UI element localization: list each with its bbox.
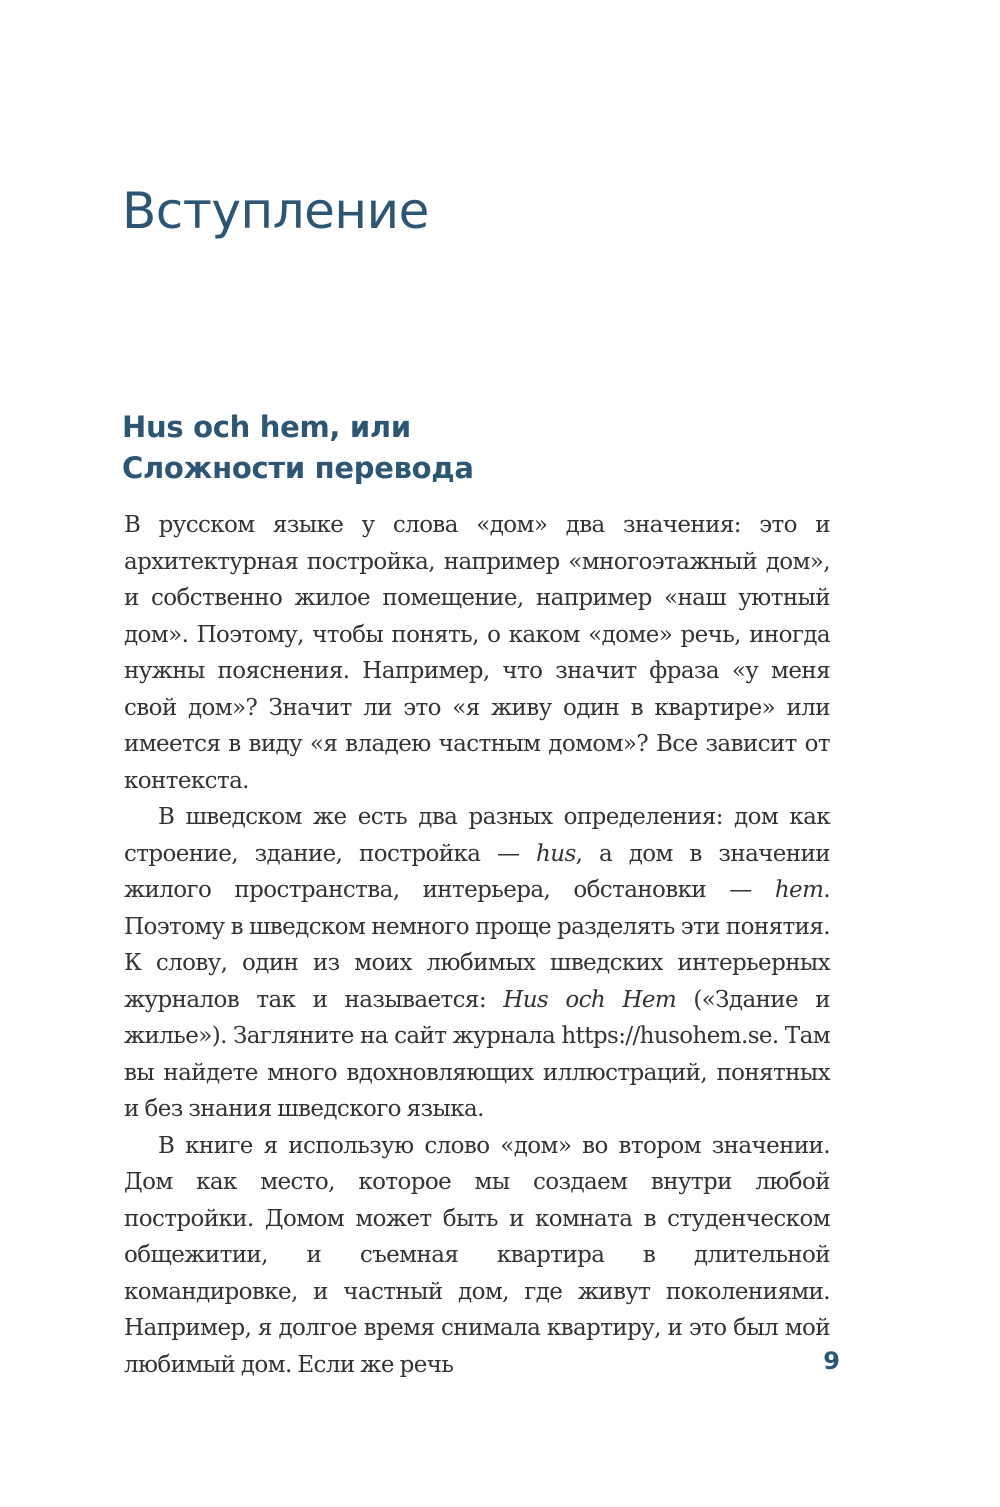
section-heading-line-1: Hus och hem, или <box>122 410 411 444</box>
body-text <box>124 507 830 1383</box>
section-heading <box>122 407 474 489</box>
paragraph-2-text-2: , а дом в значении жилого пространства, интерьера, обстановки — <box>124 840 830 903</box>
page-number: 9 <box>823 1347 840 1375</box>
paragraph-1: В русском языке у слова «дом» два значения: это и архитектурная постройка, например «многоэтажный дом», и собственно жилое помещение, например «наш уютный дом». Поэтому, чтобы понять, о каком «доме» речь, иногда нужны пояснения. Например, что значит фраза «у меня свой дом»? Значит ли это «я живу один в квартире» или имеется в виду «я владею частным домом»? Все зависит от контекста. <box>124 512 830 794</box>
paragraph-2-text-1: В шведском же есть два разных определения: дом как строение, здание, постройка — <box>124 804 830 867</box>
paragraph-2-italic-magazine: Hus och Hem <box>503 986 677 1013</box>
paragraph-2-italic-hem: hem <box>774 877 824 903</box>
paragraph-2-text-3: . Поэтому в шведском немного проще разделять эти понятия. К слову, один из моих любимых шведских интерьерных журналов так и называется: <box>124 877 830 1013</box>
section-heading-line-2: Сложности перевода <box>122 451 474 485</box>
paragraph-2-italic-hus: hus <box>536 840 576 867</box>
paragraph-2-text-4: («Здание и жилье»). Загляните на сайт журнала https://husohem.se. Там вы найдете много вдохновляющих иллюстраций, понятных и без знания шведского языка. <box>124 986 831 1122</box>
chapter-title: Вступление <box>122 182 429 240</box>
paragraph-3: В книге я использую слово «дом» во втором значении. Дом как место, которое мы создаем внутри любой постройки. Домом может быть и комната в студенческом общежитии, и съемная квартира в длительной командировке, и частный дом, где живут поколениями. Например, я долгое время снимала квартиру, и это был мой любимый дом. Если же речь <box>124 1132 830 1378</box>
paragraph-2 <box>124 799 830 1128</box>
